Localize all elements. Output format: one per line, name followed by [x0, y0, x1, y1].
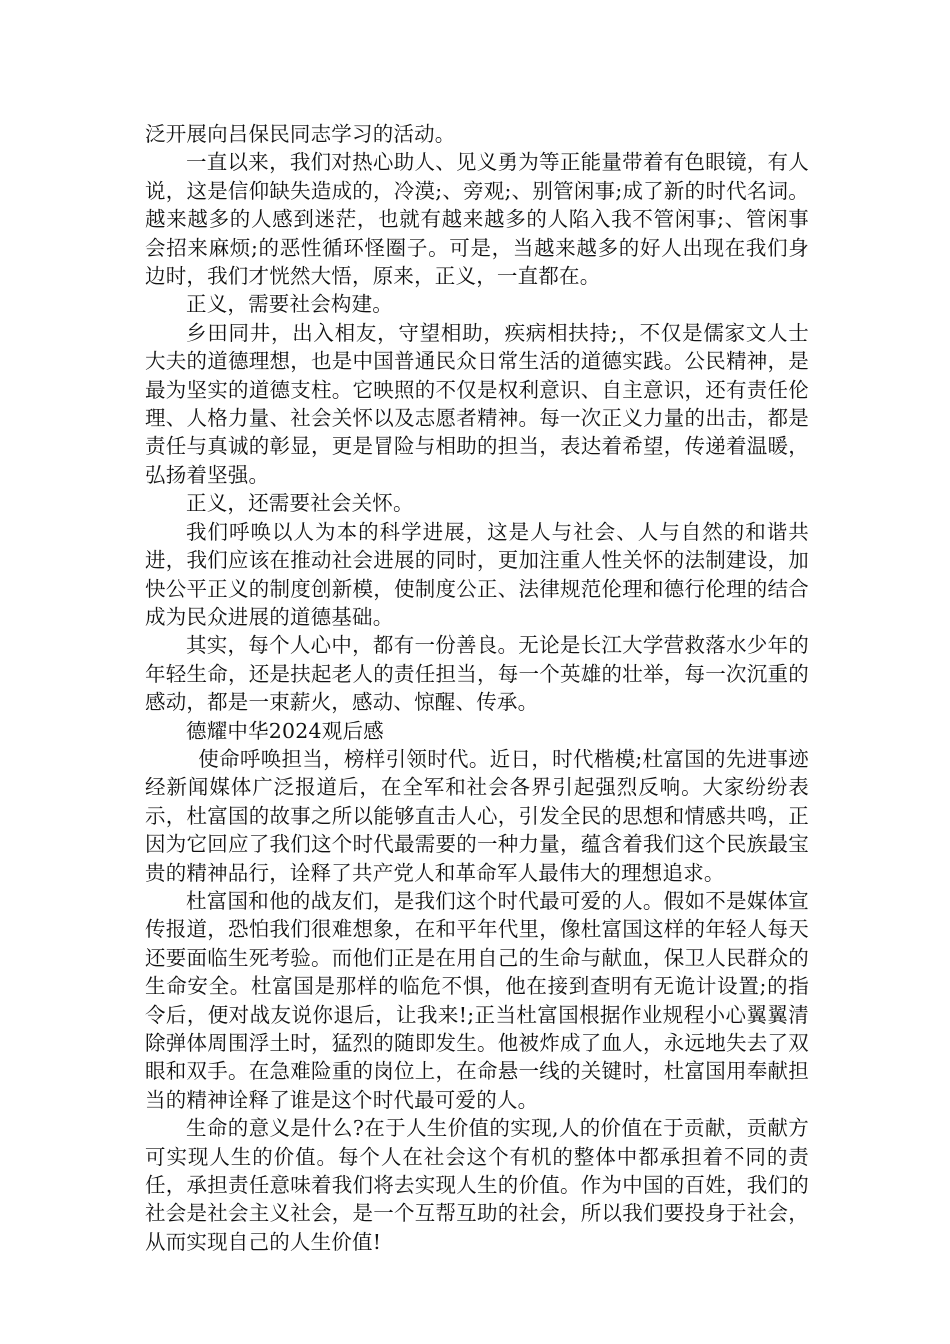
paragraph: 生命的意义是什么?在于人生价值的实现,人的价值在于贡献，贡献方可实现人生的价值。每个人在社会这个有机的整体中都承担着不同的责任，承担责任意味着我们将去实现人生的价值。作为中国的百姓，我们的社会是社会主义社会，是一个互帮互助的社会，所以我们要投身于社会，从而实现自己的人生价值! — [145, 1116, 809, 1254]
paragraph: 我们呼唤以人为本的科学进展，这是人与社会、人与自然的和谐共进，我们应该在推动社会进展的同时，更加注重人性关怀的法制建设，加快公平正义的制度创新模，使制度公正、法律规范伦理和德行伦理的结合成为民众进展的道德基础。 — [145, 519, 809, 629]
document-title: 德耀中华2024观后感 — [186, 718, 384, 743]
paragraph: 使命呼唤担当，榜样引领时代。近日，时代楷模;杜富国的先进事迹经新闻媒体广泛报道后，在全军和社会各界引起强烈反响。大家纷纷表示，杜富国的故事之所以能够直击人心，引发全民的思想和情感共鸣，正因为它回应了我们这个时代最需要的一种力量，蕴含着我们这个民族最宝贵的精神品行，诠释了共产党人和革命军人最伟大的理想追求。 — [145, 746, 809, 885]
section-heading: 正义，还需要社会关怀。 — [186, 491, 414, 516]
section-heading: 正义，需要社会构建。 — [186, 292, 393, 317]
document-body — [145, 120, 809, 1256]
paragraph: 乡田同井，出入相友，守望相助，疾病相扶持;，不仅是儒家文人士大夫的道德理想，也是中国普通民众日常生活的道德实践。公民精神，是最为坚实的道德支柱。它映照的不仅是权利意识、自主意识，还有责任伦理、人格力量、社会关怀以及志愿者精神。每一次正义力量的出击，都是责任与真诚的彰显，更是冒险与相助的担当，表达着希望，传递着温暖，弘扬着坚强。 — [145, 320, 809, 487]
paragraph: 其实，每个人心中，都有一份善良。无论是长江大学营救落水少年的年轻生命，还是扶起老人的责任担当，每一个英雄的壮举，每一次沉重的感动，都是一束薪火，感动、惊醒、传承。 — [145, 633, 809, 715]
paragraph-continuation: 泛开展向吕保民同志学习的活动。 — [145, 122, 456, 146]
paragraph: 一直以来，我们对热心助人、见义勇为等正能量带着有色眼镜，有人说，这是信仰缺失造成的，冷漠;、旁观;、别管闲事;成了新的时代名词。越来越多的人感到迷茫，也就有越来越多的人陷入我不管闲事;、管闲事会招来麻烦;的恶性循环怪圈子。可是，当越来越多的好人出现在我们身边时，我们才恍然大悟，原来，正义，一直都在。 — [145, 150, 809, 289]
paragraph: 杜富国和他的战友们，是我们这个时代最可爱的人。假如不是媒体宣传报道，恐怕我们很难想象，在和平年代里，像杜富国这样的年轻人每天还要面临生死考验。而他们正是在用自己的生命与献血，保卫人民群众的生命安全。杜富国是那样的临危不惧，他在接到查明有无诡计设置;的指令后，便对战友说你退后，让我来!;正当杜富国根据作业规程小心翼翼清除弹体周围浮土时，猛烈的随即发生。他被炸成了血人，永远地失去了双眼和双手。在急难险重的岗位上，在命悬一线的关键时，杜富国用奉献担当的精神诠释了谁是这个时代最可爱的人。 — [145, 888, 809, 1112]
